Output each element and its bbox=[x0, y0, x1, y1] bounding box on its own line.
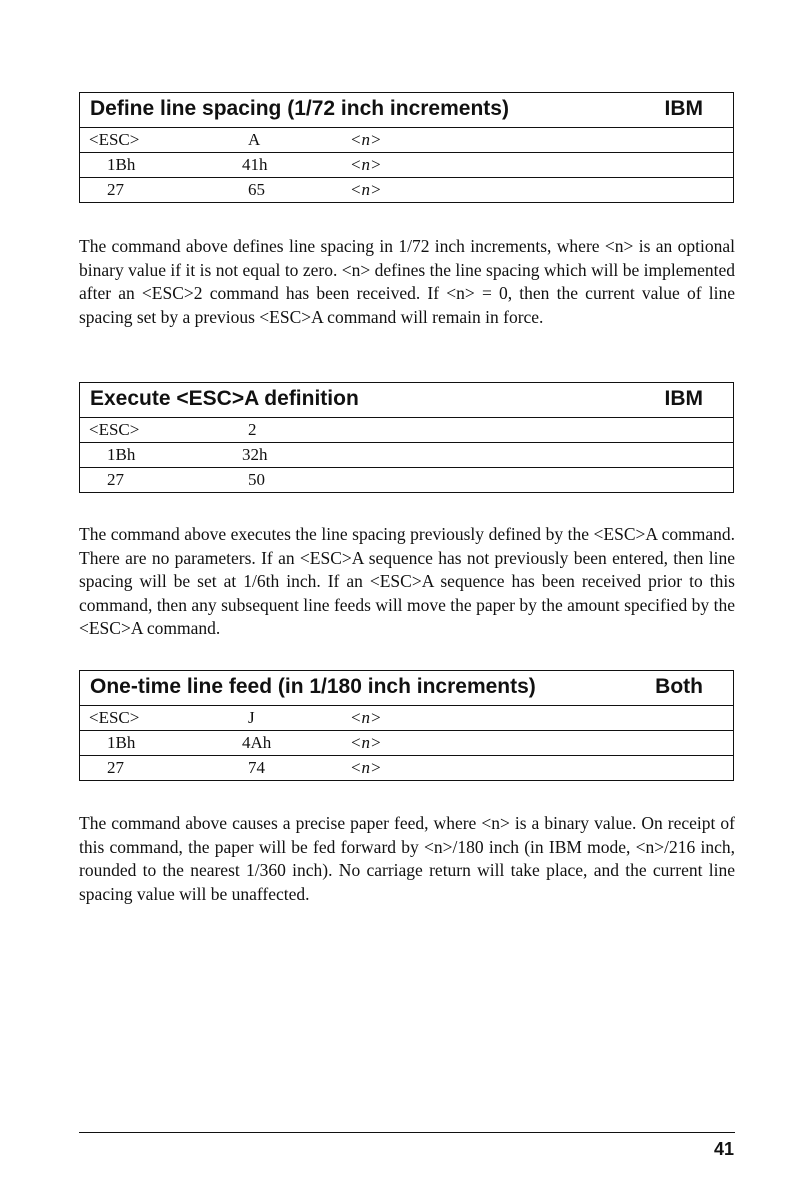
cell-command: 4Ah bbox=[242, 733, 272, 752]
cell-param: <n> bbox=[350, 733, 382, 752]
cell-command: 65 bbox=[248, 180, 265, 199]
cell-escape: 27 bbox=[107, 470, 124, 489]
table-row bbox=[80, 731, 733, 756]
cell-escape: <ESC> bbox=[89, 130, 140, 149]
footer-divider bbox=[79, 1132, 735, 1133]
cell-escape: 1Bh bbox=[107, 155, 136, 174]
command-mode: IBM bbox=[664, 97, 703, 120]
command-title: Execute <ESC>A definition bbox=[90, 387, 359, 410]
table-row bbox=[80, 706, 733, 731]
cell-escape: <ESC> bbox=[89, 708, 140, 727]
cell-param: <n> bbox=[350, 758, 382, 777]
paragraph-define-line-spacing: The command above defines line spacing in 1/72 inch increments, where <n> is an optional binary value if it is not equal to zero. <n> defines the line spacing which will be implemented after an <ESC>2 command has been received. If <n> = 0, then the current value of line spacing set by a previous <ESC>A command will remain in force. bbox=[79, 236, 735, 327]
command-mode: Both bbox=[655, 675, 703, 698]
command-title: One-time line feed (in 1/180 inch increments) bbox=[90, 675, 536, 698]
command-mode: IBM bbox=[664, 387, 703, 410]
cell-escape: 27 bbox=[107, 758, 124, 777]
cell-command: 50 bbox=[248, 470, 265, 489]
cell-command: 41h bbox=[242, 155, 268, 174]
cell-param: <n> bbox=[350, 708, 382, 727]
cell-command: 2 bbox=[248, 420, 257, 439]
cell-escape: 27 bbox=[107, 180, 124, 199]
command-table-header bbox=[80, 93, 733, 128]
cell-command: 74 bbox=[248, 758, 265, 777]
cell-escape: 1Bh bbox=[107, 445, 136, 464]
table-row bbox=[80, 468, 733, 492]
cell-param: <n> bbox=[350, 130, 382, 149]
paragraph-execute-definition: The command above executes the line spacing previously defined by the <ESC>A command. There are no parameters. If an <ESC>A sequence has not previously been entered, then line spacing will be set at 1/6th inch. If an <ESC>A sequence has been received prior to this command, then any subsequent line feeds will move the paper by the amount specified by the <ESC>A command. bbox=[79, 524, 735, 638]
command-table-one-time-line-feed bbox=[79, 670, 734, 781]
table-row bbox=[80, 756, 733, 780]
page-number: 41 bbox=[713, 1139, 734, 1159]
cell-param: <n> bbox=[350, 155, 382, 174]
command-table-execute-definition bbox=[79, 382, 734, 493]
cell-escape: <ESC> bbox=[89, 420, 140, 439]
table-row bbox=[80, 128, 733, 153]
command-table-header bbox=[80, 383, 733, 418]
cell-param: <n> bbox=[350, 180, 382, 199]
command-table-define-line-spacing bbox=[79, 92, 734, 203]
table-row bbox=[80, 178, 733, 202]
cell-command: J bbox=[248, 708, 255, 727]
table-row bbox=[80, 418, 733, 443]
cell-escape: 1Bh bbox=[107, 733, 136, 752]
cell-command: 32h bbox=[242, 445, 268, 464]
command-table-header bbox=[80, 671, 733, 706]
cell-command: A bbox=[248, 130, 261, 149]
table-row bbox=[80, 443, 733, 468]
command-title: Define line spacing (1/72 inch increments) bbox=[90, 97, 509, 120]
paragraph-one-time-line-feed: The command above causes a precise paper feed, where <n> is a binary value. On receipt of this command, the paper will be fed forward by <n>/180 inch (in IBM mode, <n>/216 inch, rounded to the nearest 1/360 inch). No carriage return will take place, and the current line spacing value will be unaffected. bbox=[79, 813, 735, 904]
table-row bbox=[80, 153, 733, 178]
